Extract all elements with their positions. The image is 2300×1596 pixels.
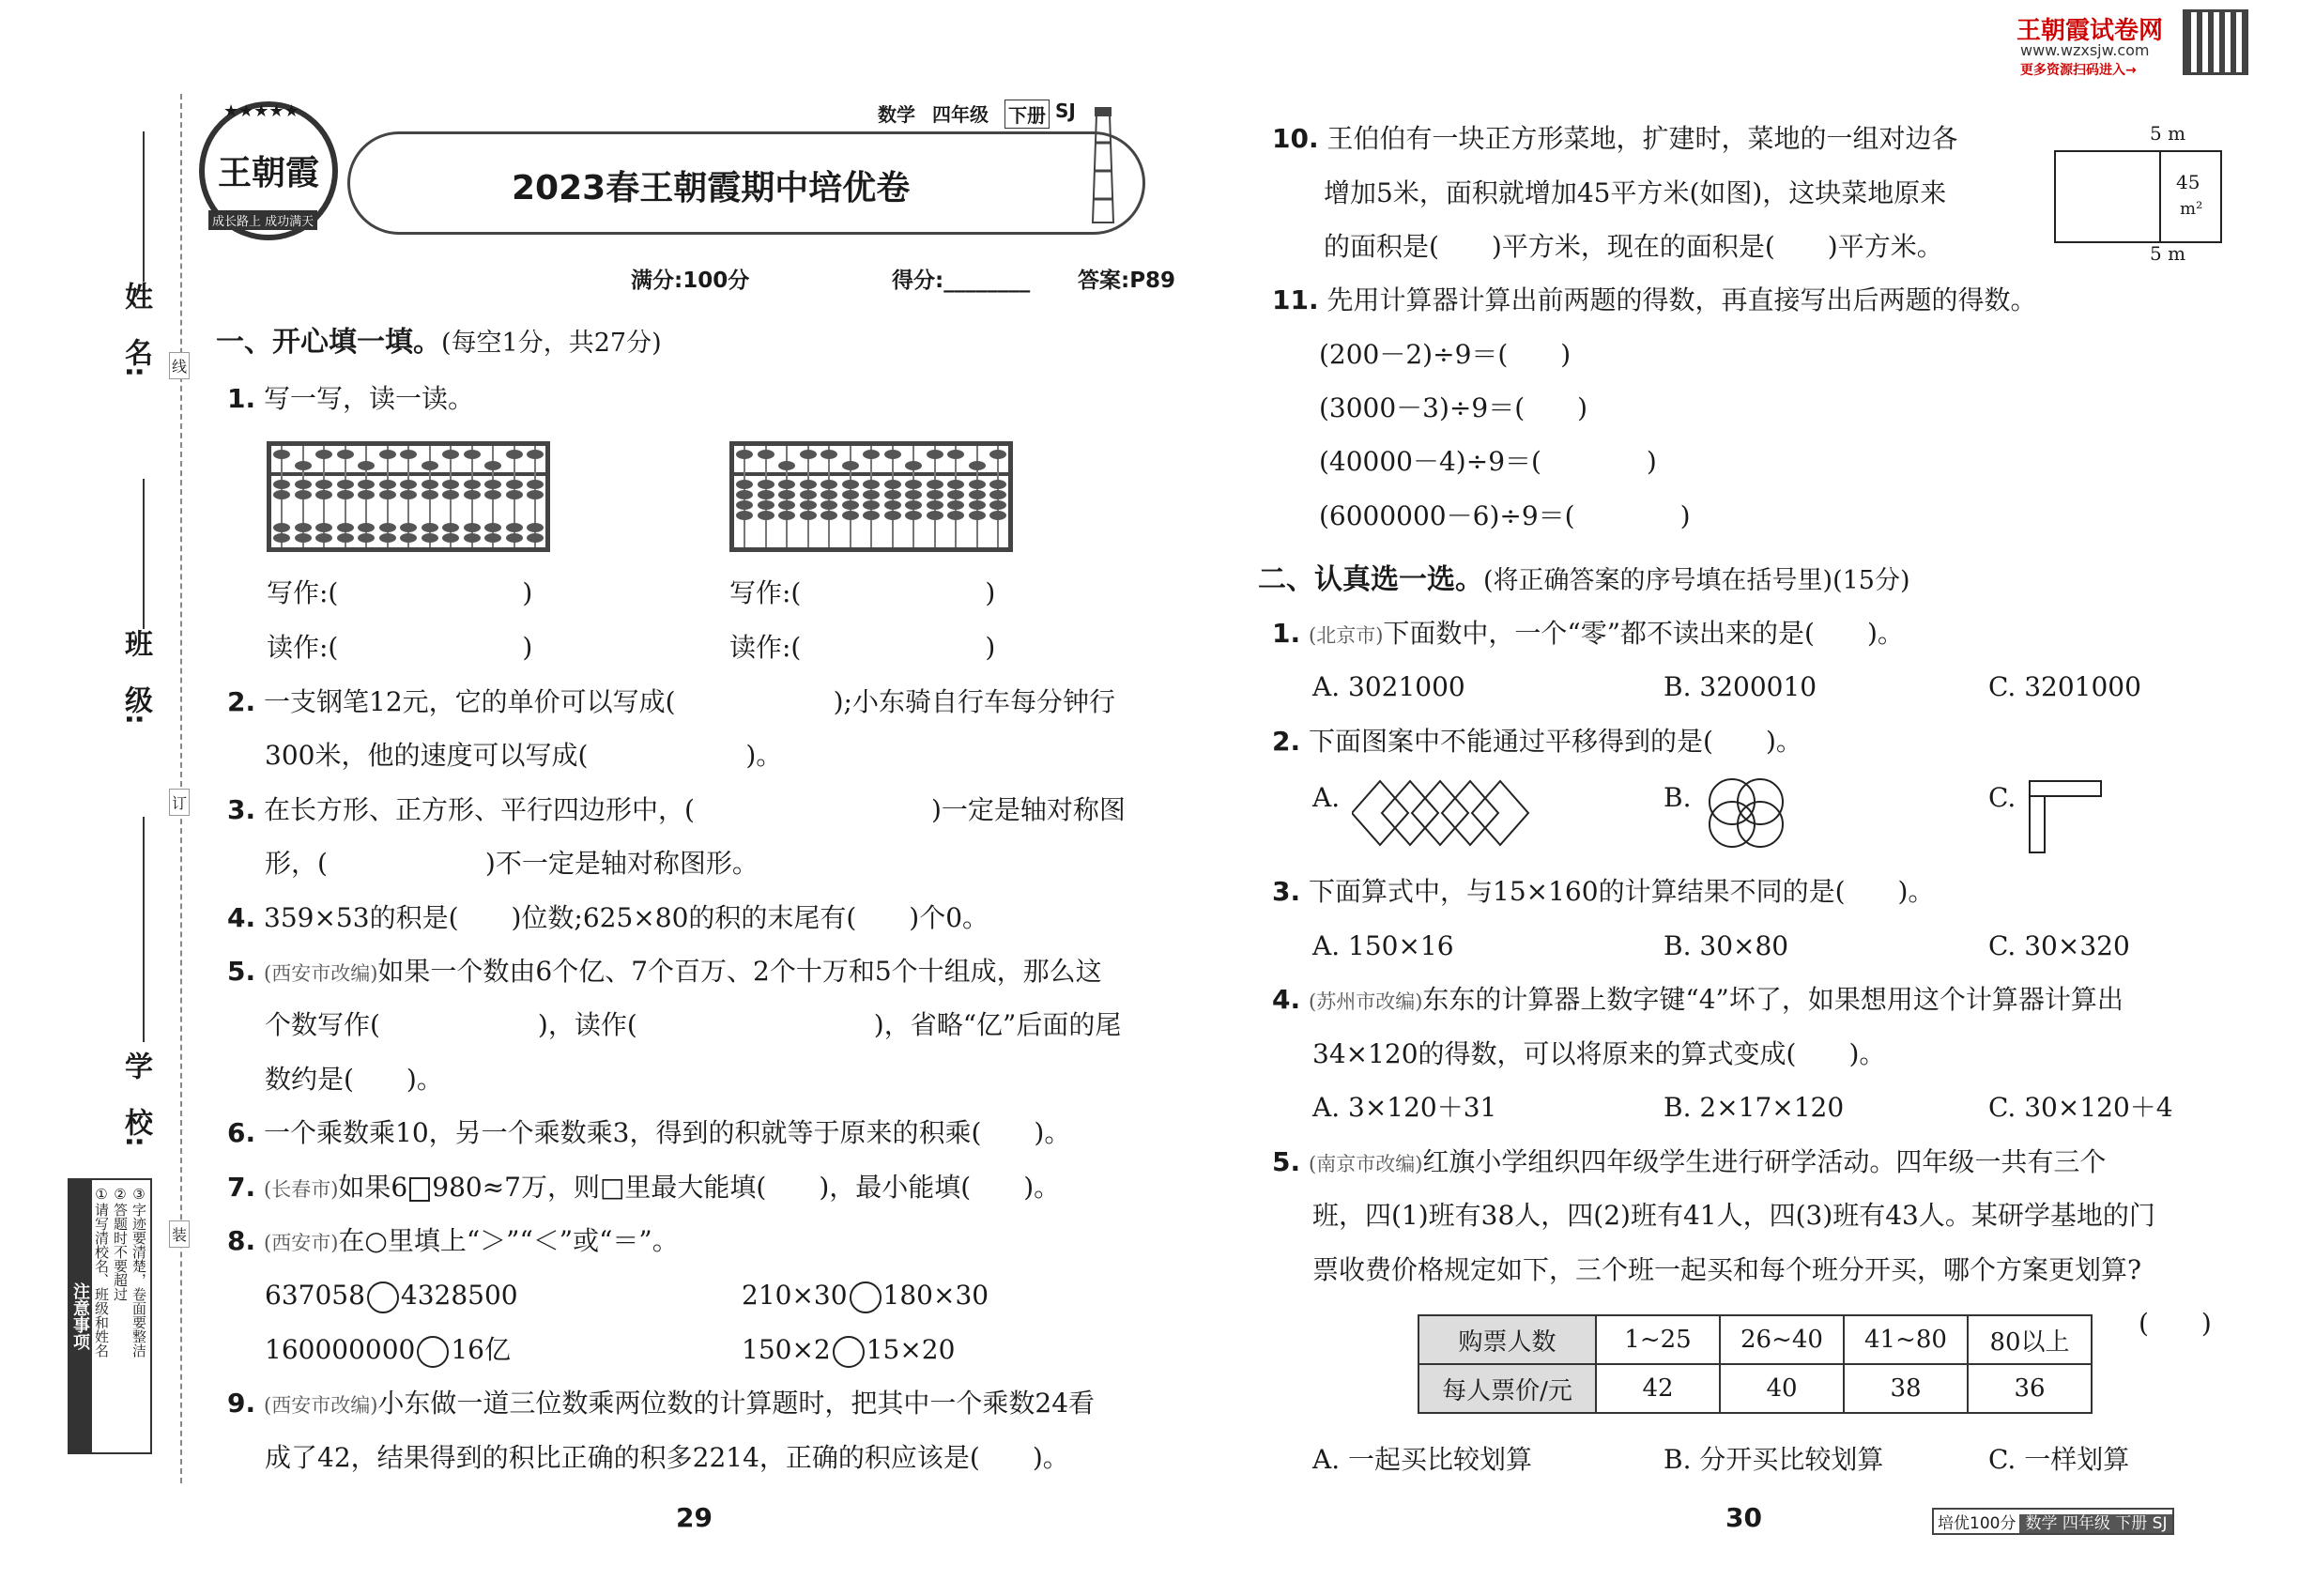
q11-item-1[interactable]: (200－2)÷9＝( ) [1319, 339, 1572, 370]
abacus-rod [345, 446, 346, 547]
s2-q1: 1. (北京市)下面数中，一个“零”都不读出来的是( )。 [1272, 618, 1904, 649]
tag-edition: SJ [1055, 100, 1076, 122]
abacus-rod [387, 446, 389, 547]
abacus-rod [976, 446, 978, 547]
q5-line3: 数约是( )。 [265, 1064, 443, 1095]
q5-line1: 5. (西安市改编)如果一个数由6个亿、7个百万、2个十万和5个十组成，那么这 [227, 956, 1102, 987]
s2-q2: 2. 下面图案中不能通过平移得到的是( )。 [1272, 726, 1802, 757]
q8-item-2: 210×30 180×30 [742, 1277, 989, 1314]
diamond-pattern-figure [1352, 779, 1530, 851]
abacus-rod [492, 446, 494, 547]
q9-line1: 9. (西安市改编)小东做一道三位数乘两位数的计算题时，把其中一个乘数24看 [227, 1388, 1096, 1419]
cut-mark-zhuang: 装 [169, 1220, 190, 1248]
q8-item-3: 160000000 16亿 [265, 1331, 511, 1369]
abacus-rod [302, 446, 304, 547]
abacus-left [267, 441, 550, 552]
footer-badge-label: 培优100分 [1938, 1514, 2016, 1533]
s2-q2-opt-b[interactable]: B. [1664, 782, 1692, 813]
q3-line2: 形，( )不一定是轴对称图形。 [265, 848, 759, 879]
abacus-rod [828, 446, 830, 547]
s2-q4-opt-b[interactable]: B. 2×17×120 [1664, 1092, 1845, 1123]
abacus-rod [429, 446, 431, 547]
q11: 11. 先用计算器计算出前两题的得数，再直接写出后两题的得数。 [1272, 284, 2037, 315]
abacus-rod [997, 446, 999, 547]
blank-square[interactable] [409, 1177, 430, 1202]
abacus-rod [407, 446, 409, 547]
square-plot-figure [2054, 150, 2222, 243]
site-url: www.wzxsjw.com [2020, 41, 2150, 59]
q1-write-left[interactable]: 写作:( ) [267, 577, 533, 608]
site-name: 王朝霞试卷网 [2016, 17, 2164, 45]
q3-line1: 3. 在长方形、正方形、平行四边形中，( )一定是轴对称图 [227, 794, 1126, 825]
logo-text: 王朝霞 [218, 153, 320, 192]
score-field[interactable]: 得分:________ [892, 269, 1031, 293]
abacus-rod [450, 446, 452, 547]
s2-q1-opt-b[interactable]: B. 3200010 [1664, 671, 1817, 702]
table-row [1418, 1364, 2092, 1413]
exam-title: 2023春王朝霞期中培优卷 [512, 169, 911, 207]
tag-volume: 下册 [1004, 100, 1050, 129]
abacus-rod [934, 446, 936, 547]
q8-item-4: 150×2 15×20 [742, 1331, 955, 1369]
s2-q3-opt-a[interactable]: A. 150×16 [1312, 930, 1454, 961]
q5-line2: 个数写作( )，读作( )，省略“亿”后面的尾 [265, 1009, 1122, 1040]
class-line [143, 479, 145, 629]
footer-badge [1932, 1508, 2174, 1535]
tag-grade: 四年级 [932, 103, 989, 126]
compare-circle[interactable] [417, 1336, 449, 1368]
s2-q2-opt-a[interactable]: A. [1312, 782, 1341, 813]
fig-label-bottom: 5 m [2150, 242, 2186, 265]
s2-q3: 3. 下面算式中，与15×160的计算结果不同的是( )。 [1272, 876, 1935, 907]
s2-q5-line1: 5. (南京市改编)红旗小学组织四年级学生进行研学活动。四年级一共有三个 [1272, 1146, 2107, 1177]
abacus-rod [850, 446, 851, 547]
q2-line1: 2. 一支钢笔12元，它的单价可以写成( );小东骑自行车每分钟行 [227, 686, 1115, 717]
abacus-rod [323, 446, 325, 547]
q10-line2: 增加5米，面积就增加45平方米(如图)，这块菜地原来 [1324, 177, 1947, 208]
abacus-rod [892, 446, 894, 547]
logo-stars: ★★★★★ [223, 101, 299, 121]
cut-mark-ding: 订 [169, 789, 190, 816]
name-line [143, 131, 145, 282]
extension-strip [2159, 152, 2220, 241]
table-cell: 每人票价/元 [1418, 1364, 1596, 1413]
l-shape-figure [2028, 779, 2103, 858]
q11-item-3[interactable]: (40000－4)÷9＝( ) [1319, 446, 1657, 477]
compare-circle[interactable] [833, 1336, 865, 1368]
table-cell: 80以上 [1968, 1315, 2092, 1364]
site-tip: 更多资源扫码进入→ [2020, 63, 2137, 78]
qr-code-icon[interactable] [2183, 9, 2248, 75]
s2-q5-line2: 班，四(1)班有38人，四(2)班有41人，四(3)班有43人。某研学基地的门 [1312, 1200, 2155, 1231]
section2-title: 二、认真选一选。(将正确答案的序号填在括号里)(15分) [1258, 563, 1910, 596]
logo-badge [199, 101, 338, 240]
q10-line3: 的面积是( )平方米，现在的面积是( )平方米。 [1324, 231, 1943, 262]
class-label: 班 级: [119, 629, 152, 725]
table-cell: 购票人数 [1418, 1315, 1596, 1364]
table-cell: 36 [1968, 1364, 2092, 1413]
s2-q3-opt-b[interactable]: B. 30×80 [1664, 930, 1789, 961]
abacus-rod [281, 446, 283, 547]
fig-label-top: 5 m [2150, 122, 2186, 145]
notice-item-1: ①请写清校名、班级和姓名 [93, 1186, 110, 1358]
name-label: 姓 名: [119, 282, 152, 377]
ticket-price-table [1418, 1314, 2093, 1414]
s2-q4-line2: 34×120的得数，可以将原来的算式变成( )。 [1312, 1038, 1886, 1069]
q10-line1: 10. 王伯伯有一块正方形菜地，扩建时，菜地的一组对边各 [1272, 123, 1958, 154]
abacus-rod [744, 446, 745, 547]
s2-q5-opt-b[interactable]: B. 分开买比较划算 [1664, 1444, 1884, 1475]
abacus-rod [870, 446, 872, 547]
notice-item-3: ③字迹要清楚，卷面要整洁 [130, 1186, 147, 1358]
abacus-rod [786, 446, 788, 547]
table-cell: 40 [1720, 1364, 1844, 1413]
q1-read-right[interactable]: 读作:( ) [729, 632, 996, 663]
q8: 8. (西安市)在○里填上“＞”“＜”或“＝”。 [227, 1225, 679, 1256]
abacus-rod [534, 446, 536, 547]
abacus-rod [955, 446, 957, 547]
footer-badge-tags: 数学 四年级 下册 SJ [2019, 1514, 2172, 1533]
table-row [1418, 1315, 2092, 1364]
q8-item-1: 637058 4328500 [265, 1277, 518, 1314]
s2-q4-line1: 4. (苏州市改编)东东的计算器上数字键“4”坏了，如果想用这个计算器计算出 [1272, 984, 2124, 1015]
abacus-rod [807, 446, 809, 547]
abacus-rod [514, 446, 515, 547]
s2-q5-answer-blank[interactable]: ( ) [2139, 1308, 2212, 1339]
page-number-left: 29 [676, 1502, 713, 1533]
lighthouse-icon [1087, 105, 1119, 227]
q2-line2: 300米，他的速度可以写成( )。 [265, 740, 783, 771]
cut-mark-xian: 线 [169, 352, 190, 379]
table-cell: 41~80 [1844, 1315, 1968, 1364]
section1-title: 一、开心填一填。(每空1分，共27分) [216, 326, 662, 359]
q11-item-2[interactable]: (3000－3)÷9＝( ) [1319, 392, 1588, 423]
tag-math: 数学 [878, 103, 915, 126]
abacus-rod [365, 446, 367, 547]
table-cell: 26~40 [1720, 1315, 1844, 1364]
s2-q5-opt-a[interactable]: A. 一起买比较划算 [1312, 1444, 1533, 1475]
q1-write-right[interactable]: 写作:( ) [729, 577, 996, 608]
s2-q1-opt-a[interactable]: A. 3021000 [1312, 671, 1465, 702]
table-cell: 38 [1844, 1364, 1968, 1413]
q11-item-4[interactable]: (6000000－6)÷9＝( ) [1319, 500, 1691, 531]
s2-q5-opt-c[interactable]: C. 一样划算 [1988, 1444, 2130, 1475]
notice-box [68, 1178, 152, 1454]
compare-circle[interactable] [367, 1281, 399, 1313]
fig-area-unit: m² [2180, 199, 2203, 219]
s2-q3-opt-c[interactable]: C. 30×320 [1988, 930, 2130, 961]
school-line [143, 817, 145, 1042]
fig-area-value: 45 [2176, 171, 2200, 193]
table-cell: 42 [1596, 1364, 1720, 1413]
abacus-rod [912, 446, 914, 547]
abacus-right [729, 441, 1013, 552]
logo-ribbon: 成长路上 成功满天 [208, 210, 317, 230]
s2-q1-opt-c[interactable]: C. 3201000 [1988, 671, 2141, 702]
abacus-rod [471, 446, 473, 547]
table-cell: 1~25 [1596, 1315, 1720, 1364]
q4: 4. 359×53的积是( )位数;625×80的积的末尾有( )个0。 [227, 902, 989, 933]
q6: 6. 一个乘数乘10，另一个乘数乘3，得到的积就等于原来的积乘( )。 [227, 1117, 1071, 1148]
notice-title: 注意事项 [69, 1180, 92, 1452]
s2-q5-line3: 票收费价格规定如下，三个班一起买和每个班分开买，哪个方案更划算? [1312, 1254, 2142, 1285]
s2-q2-opt-c[interactable]: C. [1988, 782, 2016, 813]
s2-q4-opt-c[interactable]: C. 30×120＋4 [1988, 1092, 2173, 1123]
compare-circle[interactable] [850, 1281, 882, 1313]
page-number-right: 30 [1725, 1502, 1762, 1533]
notice-item-2: ②答题时不要超过 [112, 1186, 129, 1301]
q1: 1. 写一写，读一读。 [227, 383, 475, 414]
school-label: 学 校: [119, 1051, 152, 1147]
s2-q4-opt-a[interactable]: A. 3×120＋31 [1312, 1092, 1497, 1123]
circles-pattern-figure [1699, 775, 1793, 854]
q7: 7. (长春市)如果6 980≈7万，则□里最大能填( )，最小能填( )。 [227, 1172, 1061, 1203]
answer-ref: 答案:P89 [1078, 269, 1176, 293]
abacus-rod [765, 446, 767, 547]
q9-line2: 成了42，结果得到的积比正确的积多2214，正确的积应该是( )。 [265, 1442, 1069, 1473]
q1-read-left[interactable]: 读作:( ) [267, 632, 533, 663]
full-score: 满分:100分 [631, 269, 750, 293]
